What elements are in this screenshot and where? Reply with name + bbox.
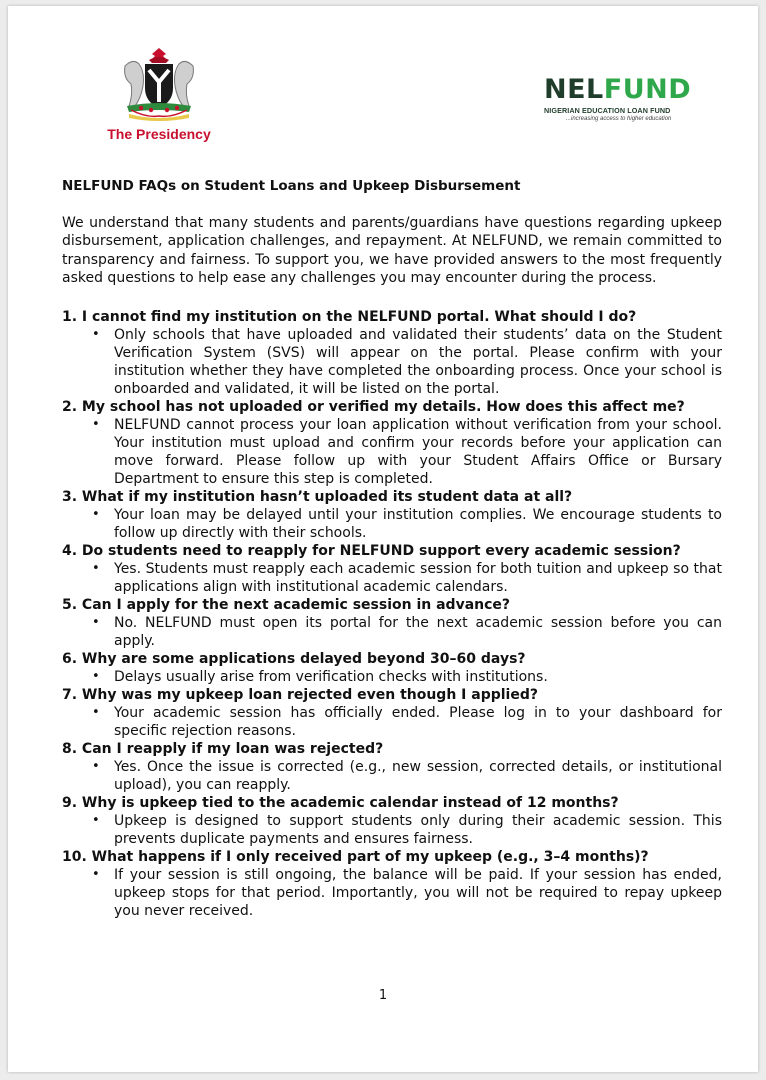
faq-answer: [62, 416, 722, 488]
bullet-icon: •: [92, 506, 100, 522]
bullet-icon: •: [92, 758, 100, 774]
faq-answer-text: Your loan may be delayed until your institution complies. We encourage students to follow up directly with their schools.: [114, 506, 722, 541]
faq-question: 9. Why is upkeep tied to the academic calendar instead of 12 months?: [62, 794, 619, 811]
faq-item: [62, 596, 722, 650]
nelfund-subtitle: NIGERIAN EDUCATION LOAN FUND: [544, 106, 671, 115]
faq-answer: [62, 758, 722, 794]
faq-answer-text: Your academic session has officially ended. Please log in to your dashboard for specific rejection reasons.: [114, 704, 722, 739]
faq-question: 1. I cannot find my institution on the NELFUND portal. What should I do?: [62, 308, 637, 325]
bullet-icon: •: [92, 866, 100, 882]
intro-paragraph: We understand that many students and parents/guardians have questions regarding upkeep disbursement, application challenges, and repayment. At NELFUND, we remain committed to transparency and fairness. To support you, we have provided answers to the most frequently asked questions to help ease any challenges you may encounter during the process.: [62, 215, 722, 287]
faq-question: 2. My school has not uploaded or verified my details. How does this affect me?: [62, 398, 685, 415]
faq-answer: [62, 704, 722, 740]
bullet-icon: •: [92, 416, 100, 432]
bullet-icon: •: [92, 812, 100, 828]
faq-question: 5. Can I apply for the next academic session in advance?: [62, 596, 511, 613]
faq-question: 8. Can I reapply if my loan was rejected?: [62, 740, 384, 757]
faq-answer: [62, 866, 722, 920]
document-page: [8, 6, 758, 1072]
faq-question: 10. What happens if I only received part of my upkeep (e.g., 3–4 months)?: [62, 848, 649, 865]
faq-item: [62, 308, 722, 398]
faq-answer: [62, 326, 722, 398]
document-body: [62, 176, 722, 920]
faq-item: [62, 740, 722, 794]
faq-answer-text: NELFUND cannot process your loan application without verification from your school. Your institution must upload and confirm your records before your application can move forward. Please follow up with your Student Affairs Office or Bursary Department to ensure this step is completed.: [114, 416, 722, 487]
faq-answer-text: No. NELFUND must open its portal for the next academic session before you can apply.: [114, 614, 722, 649]
faq-answer: [62, 668, 722, 686]
nelfund-logo: [544, 76, 714, 122]
faq-item: [62, 794, 722, 848]
bullet-icon: •: [92, 614, 100, 630]
presidency-logo: [94, 44, 224, 142]
faq-question: 6. Why are some applications delayed beyond 30–60 days?: [62, 650, 526, 667]
faq-answer-text: If your session is still ongoing, the balance will be paid. If your session has ended, upkeep stops for that period. Importantly, you will not be required to repay upkeep you never received.: [114, 866, 722, 919]
bullet-icon: •: [92, 668, 100, 684]
bullet-icon: •: [92, 704, 100, 720]
faq-answer: [62, 560, 722, 596]
coat-of-arms-icon: [111, 44, 207, 122]
faq-answer: [62, 506, 722, 542]
faq-answer: [62, 614, 722, 650]
faq-answer-text: Yes. Once the issue is corrected (e.g., new session, corrected details, or institutional upload), you can reapply.: [114, 758, 722, 793]
nelfund-wordmark-fund: FUND: [603, 74, 692, 105]
faq-item: [62, 848, 722, 920]
faq-answer: [62, 812, 722, 848]
faq-answer-text: Delays usually arise from verification checks with institutions.: [114, 668, 548, 685]
faq-item: [62, 686, 722, 740]
faq-item: [62, 542, 722, 596]
faq-answer-text: Only schools that have uploaded and validated their students’ data on the Student Verification System (SVS) will appear on the portal. Please confirm with your institution whether they have completed the onboarding process. Once your school is onboarded and validated, it will be listed on the portal.: [114, 326, 722, 397]
bullet-icon: •: [92, 326, 100, 342]
document-title: NELFUND FAQs on Student Loans and Upkeep Disbursement: [62, 178, 521, 194]
presidency-label: The Presidency: [107, 126, 211, 142]
faq-question: 7. Why was my upkeep loan rejected even though I applied?: [62, 686, 538, 703]
faq-answer-text: Yes. Students must reapply each academic session for both tuition and upkeep so that applications align with institutional academic calendars.: [114, 560, 722, 595]
faq-item: [62, 488, 722, 542]
faq-question: 4. Do students need to reapply for NELFUND support every academic session?: [62, 542, 681, 559]
nelfund-wordmark-nel: NEL: [544, 74, 604, 105]
bullet-icon: •: [92, 560, 100, 576]
nelfund-wordmark: [544, 76, 714, 104]
faq-item: [62, 650, 722, 686]
faq-item: [62, 398, 722, 488]
page-number: 1: [378, 988, 388, 1003]
faq-question: 3. What if my institution hasn’t uploaded its student data at all?: [62, 488, 573, 505]
nelfund-tagline: ...increasing access to higher education: [566, 116, 672, 122]
faq-answer-text: Upkeep is designed to support students only during their academic session. This prevents duplicate payments and ensures fairness.: [114, 812, 722, 847]
